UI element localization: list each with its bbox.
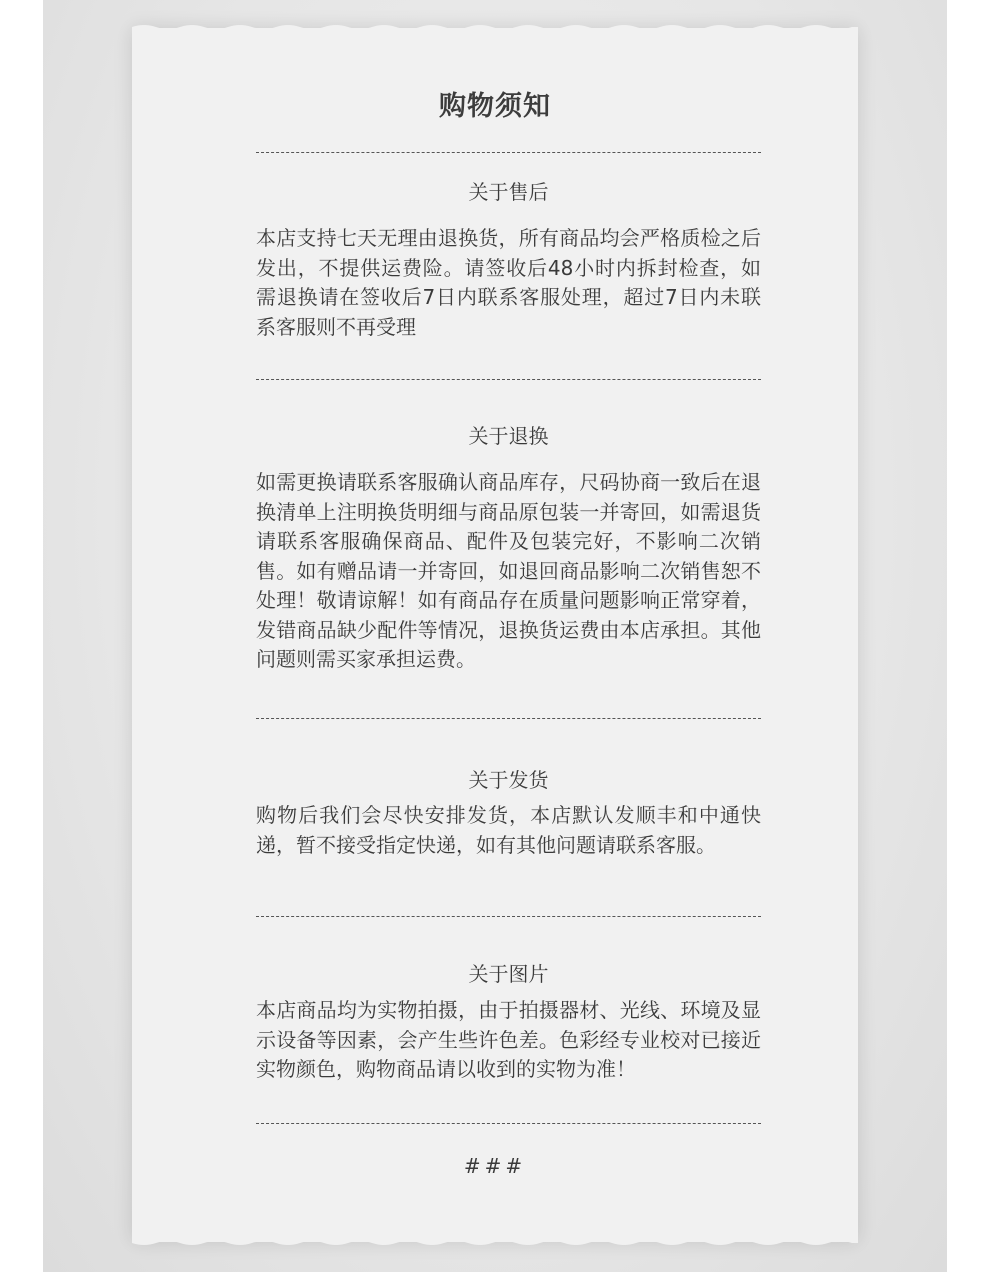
section-divider bbox=[256, 152, 761, 153]
section-body-after-sales: 本店支持七天无理由退换货，所有商品均会严格质检之后发出，不提供运费险。请签收后48小时内拆封检查，如需退换请在签收后7日内联系客服处理，超过7日内未联系客服则不再受理 bbox=[256, 226, 761, 339]
torn-top-edge bbox=[132, 22, 858, 32]
section-divider bbox=[256, 379, 761, 380]
section-divider bbox=[256, 718, 761, 719]
end-mark: ### bbox=[463, 1154, 527, 1178]
section-divider bbox=[256, 1123, 761, 1124]
section-body-images: 本店商品均为实物拍摄，由于拍摄器材、光线、环境及显示设备等因素，会产生些许色差。色彩经专业校对已接近实物颜色，购物商品请以收到的实物为准！ bbox=[256, 998, 761, 1081]
section-divider bbox=[256, 916, 761, 917]
page-title: 购物须知 bbox=[439, 91, 551, 122]
notice-receipt-paper bbox=[132, 28, 858, 1242]
section-heading-after-sales: 关于售后 bbox=[468, 180, 549, 204]
section-body-exchange: 如需更换请联系客服确认商品库存，尺码协商一致后在退换清单上注明换货明细与商品原包装一并寄回，如需退货请联系客服确保商品、配件及包装完好，不影响二次销售。如有赠品请一并寄回，如退回商品影响二次销售恕不处理！敬请谅解！如有商品存在质量问题影响正常穿着，发错商品缺少配件等情况，退换货运费由本店承担。其他问题则需买家承担运费。 bbox=[256, 470, 761, 671]
section-body-shipping: 购物后我们会尽快安排发货，本店默认发顺丰和中通快递，暂不接受指定快递，如有其他问题请联系客服。 bbox=[256, 803, 761, 857]
section-heading-exchange: 关于退换 bbox=[468, 424, 549, 448]
section-heading-images: 关于图片 bbox=[468, 962, 549, 986]
torn-bottom-edge bbox=[132, 1238, 858, 1248]
section-heading-shipping: 关于发货 bbox=[468, 768, 549, 792]
